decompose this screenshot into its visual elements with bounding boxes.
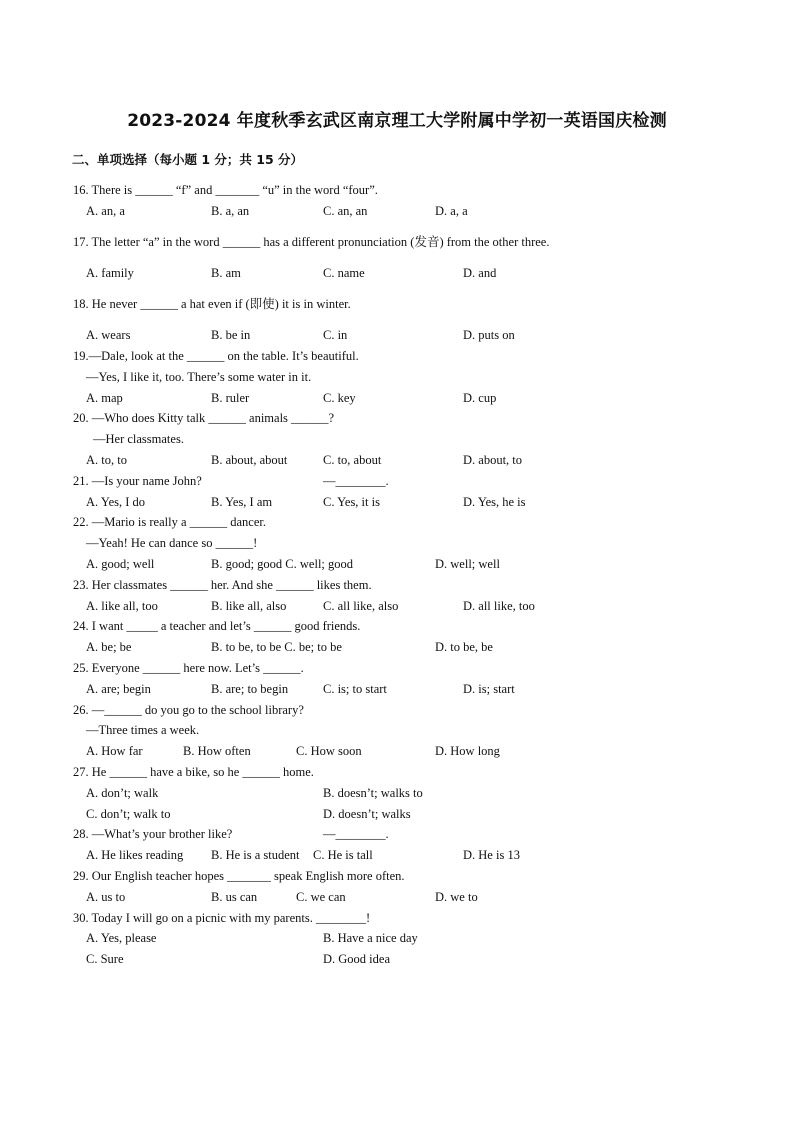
answer-option: D. and	[463, 266, 497, 280]
answer-option: C. we can	[296, 890, 346, 904]
question-text: —Yeah! He can dance so ______!	[86, 536, 258, 550]
answer-option: A. family	[86, 266, 134, 280]
answer-option: D. a, a	[435, 204, 468, 218]
answer-option: D. all like, too	[463, 599, 535, 613]
answer-option: C. to, about	[323, 453, 382, 467]
answer-option: B. about, about	[211, 453, 288, 467]
answer-option: C. How soon	[296, 744, 362, 758]
answer-option: B. How often	[183, 744, 251, 758]
answer-option: B. be in	[211, 328, 251, 342]
question-text: 17. The letter “a” in the word ______ has a different pronunciation (发音) from the other three.	[73, 235, 550, 249]
answer-option: D. Yes, he is	[463, 495, 526, 509]
question-text: 30. Today I will go on a picnic with my parents. ________!	[73, 911, 371, 925]
answer-option: A. are; begin	[86, 682, 151, 696]
answer-option: A. map	[86, 391, 123, 405]
answer-option: B. ruler	[211, 391, 250, 405]
answer-option: A. be; be	[86, 640, 132, 654]
answer-option: A. us to	[86, 890, 126, 904]
answer-option: D. puts on	[463, 328, 515, 342]
answer-option: D. He is 13	[463, 848, 520, 862]
answer-option: A. to, to	[86, 453, 127, 467]
question-text: 28. —What’s your brother like?	[73, 827, 233, 841]
question-text: 22. —Mario is really a ______ dancer.	[73, 515, 267, 529]
answer-option: B. like all, also	[211, 599, 287, 613]
question-text: 29. Our English teacher hopes _______ speak English more often.	[73, 869, 405, 883]
answer-option: B. are; to begin	[211, 682, 289, 696]
question-text: 20. —Who does Kitty talk ______ animals ______?	[73, 411, 335, 425]
answer-option: B. a, an	[211, 204, 250, 218]
answer-option: D. Good idea	[323, 952, 390, 966]
answer-option: A. wears	[86, 328, 131, 342]
answer-option: D. well; well	[435, 557, 500, 571]
answer-option: C. Yes, it is	[323, 495, 380, 509]
answer-option: C. all like, also	[323, 599, 399, 613]
answer-option: C. don’t; walk to	[86, 807, 171, 821]
question-text: —Three times a week.	[86, 723, 200, 737]
answer-option: A. don’t; walk	[86, 786, 159, 800]
answer-option: C. in	[323, 328, 348, 342]
answer-option: C. Sure	[86, 952, 124, 966]
question-text: —________.	[323, 827, 389, 841]
answer-option: B. doesn’t; walks to	[323, 786, 423, 800]
answer-option: D. is; start	[463, 682, 515, 696]
answer-option: D. to be, be	[435, 640, 493, 654]
answer-option: C. name	[323, 266, 365, 280]
answer-option: B. am	[211, 266, 241, 280]
question-text: 18. He never ______ a hat even if (即使) it is in winter.	[73, 297, 351, 311]
question-text: —Her classmates.	[93, 432, 184, 446]
question-text: 19.—Dale, look at the ______ on the table. It’s beautiful.	[73, 349, 359, 363]
question-text: 26. —______ do you go to the school library?	[73, 703, 304, 717]
answer-option: C. He is tall	[313, 848, 373, 862]
answer-option: B. good; good C. well; good	[211, 557, 354, 571]
answer-option: A. Yes, I do	[86, 495, 146, 509]
answer-option: D. doesn’t; walks	[323, 807, 411, 821]
answer-option: A. How far	[86, 744, 143, 758]
answer-option: C. an, an	[323, 204, 368, 218]
question-text: —________.	[323, 474, 389, 488]
answer-option: C. is; to start	[323, 682, 387, 696]
answer-option: D. we to	[435, 890, 478, 904]
question-text: 24. I want _____ a teacher and let’s ______ good friends.	[73, 619, 361, 633]
answer-option: C. key	[323, 391, 356, 405]
answer-option: B. He is a student	[211, 848, 300, 862]
answer-option: D. cup	[463, 391, 497, 405]
question-text: —Yes, I like it, too. There’s some water in it.	[86, 370, 312, 384]
question-text: 23. Her classmates ______ her. And she ______ likes them.	[73, 578, 372, 592]
answer-option: B. Yes, I am	[211, 495, 273, 509]
answer-option: B. us can	[211, 890, 258, 904]
answer-option: A. like all, too	[86, 599, 158, 613]
answer-option: A. He likes reading	[86, 848, 184, 862]
page-title: 2023-2024 年度秋季玄武区南京理工大学附属中学初一英语国庆检测	[127, 111, 667, 131]
answer-option: A. good; well	[86, 557, 155, 571]
answer-option: D. How long	[435, 744, 500, 758]
answer-option: A. an, a	[86, 204, 125, 218]
answer-option: B. to be, to be C. be; to be	[211, 640, 342, 654]
answer-option: D. about, to	[463, 453, 523, 467]
section-heading: 二、单项选择（每小题 1 分；共 15 分）	[72, 152, 304, 167]
question-text: 21. —Is your name John?	[73, 474, 202, 488]
question-text: 16. There is ______ “f” and _______ “u” in the word “four”.	[73, 183, 378, 197]
answer-option: A. Yes, please	[86, 931, 157, 945]
question-text: 27. He ______ have a bike, so he ______ home.	[73, 765, 314, 779]
answer-option: B. Have a nice day	[323, 931, 418, 945]
question-text: 25. Everyone ______ here now. Let’s ______.	[73, 661, 304, 675]
